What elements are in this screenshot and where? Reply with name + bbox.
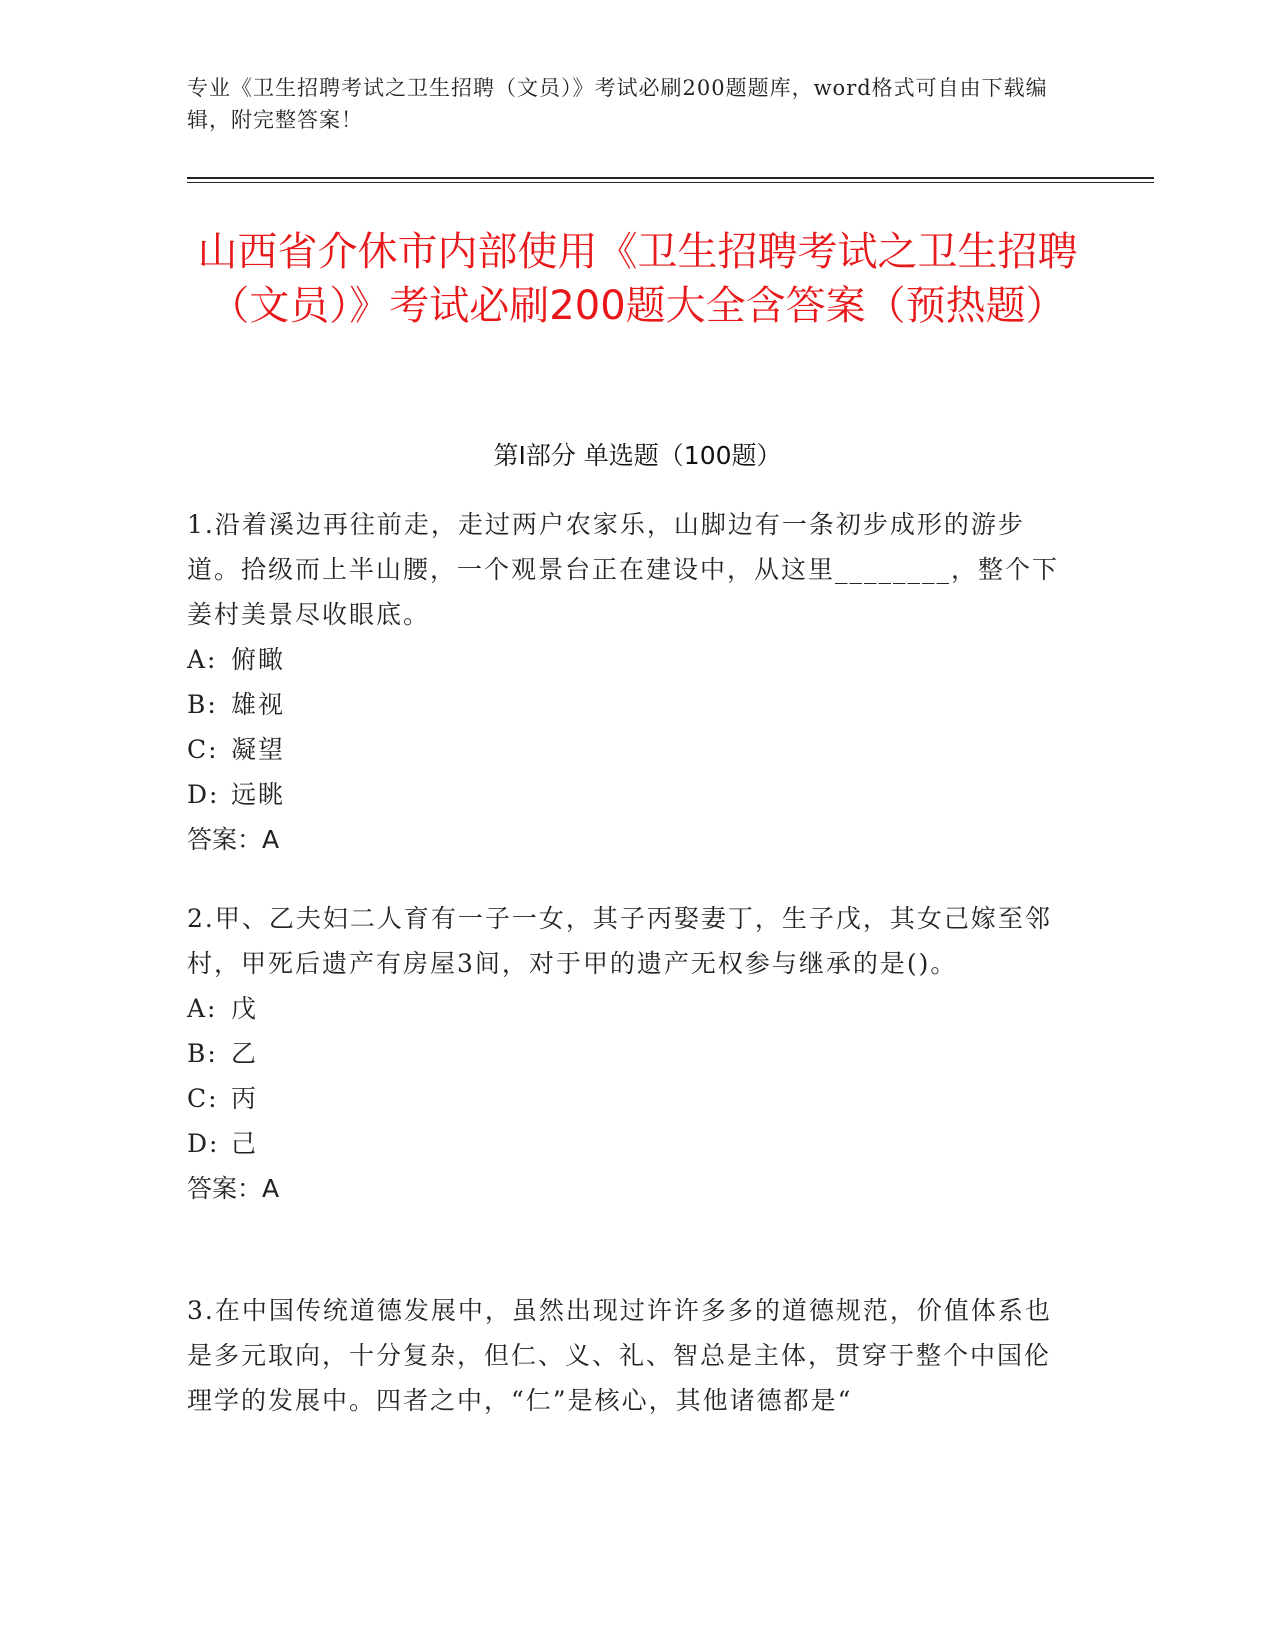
question-answer: 答案：A [187, 1174, 280, 1203]
option-text: 凝望 [231, 735, 286, 764]
option-text: 俯瞰 [231, 645, 286, 674]
option-text: 乙 [231, 1039, 259, 1068]
option-text: 丙 [231, 1084, 259, 1113]
question-option-c [187, 1076, 1067, 1121]
question-stem: 3.在中国传统道德发展中，虽然出现过许许多多的道德规范，价值体系也是多元取向，十分复杂，但仁、义、礼、智总是主体，贯穿于整个中国伦理学的发展中。四者之中，“仁”是核心，其他诸德都是“ [187, 1296, 1052, 1415]
question-answer: 答案：A [187, 825, 280, 854]
question-3 [187, 1288, 1067, 1423]
question-option-b [187, 682, 1067, 727]
option-text: 戊 [231, 994, 259, 1023]
option-letter: D: [187, 1129, 220, 1158]
option-letter: B: [187, 1039, 218, 1068]
option-letter: C: [187, 735, 219, 764]
question-option-c [187, 727, 1067, 772]
document-title: 山西省介休市内部使用《卫生招聘考试之卫生招聘（文员）》考试必刷200题大全含答案（预热题） [197, 229, 1078, 329]
question-stem: 1.沿着溪边再往前走，走过两户农家乐，山脚边有一条初步成形的游步道。拾级而上半山腰，一个观景台正在建设中，从这里________，整个下姜村美景尽收眼底。 [187, 510, 1060, 629]
option-letter: A: [187, 645, 218, 674]
question-option-d [187, 1121, 1067, 1166]
question-1 [187, 502, 1067, 862]
question-2 [187, 896, 1067, 1211]
section-title: 第Ⅰ部分 单选题（100题） [493, 441, 782, 470]
option-text: 远眺 [231, 780, 286, 809]
question-option-a [187, 986, 1067, 1031]
option-text: 己 [231, 1129, 259, 1158]
option-letter: D: [187, 780, 220, 809]
option-letter: A: [187, 994, 218, 1023]
option-letter: C: [187, 1084, 219, 1113]
option-text: 雄视 [231, 690, 286, 719]
question-option-d [187, 772, 1067, 817]
header-divider-thin [187, 182, 1154, 183]
question-option-b [187, 1031, 1067, 1076]
question-stem: 2.甲、乙夫妇二人育有一子一女，其子丙娶妻丁，生子戊，其女己嫁至邻村，甲死后遗产有房屋3间，对于甲的遗产无权参与继承的是()。 [187, 904, 1052, 978]
header-divider [187, 177, 1154, 179]
option-letter: B: [187, 690, 218, 719]
header-note: 专业《卫生招聘考试之卫生招聘（文员）》考试必刷200题题库，word格式可自由下载编辑，附完整答案！ [187, 76, 1048, 132]
question-option-a [187, 637, 1067, 682]
